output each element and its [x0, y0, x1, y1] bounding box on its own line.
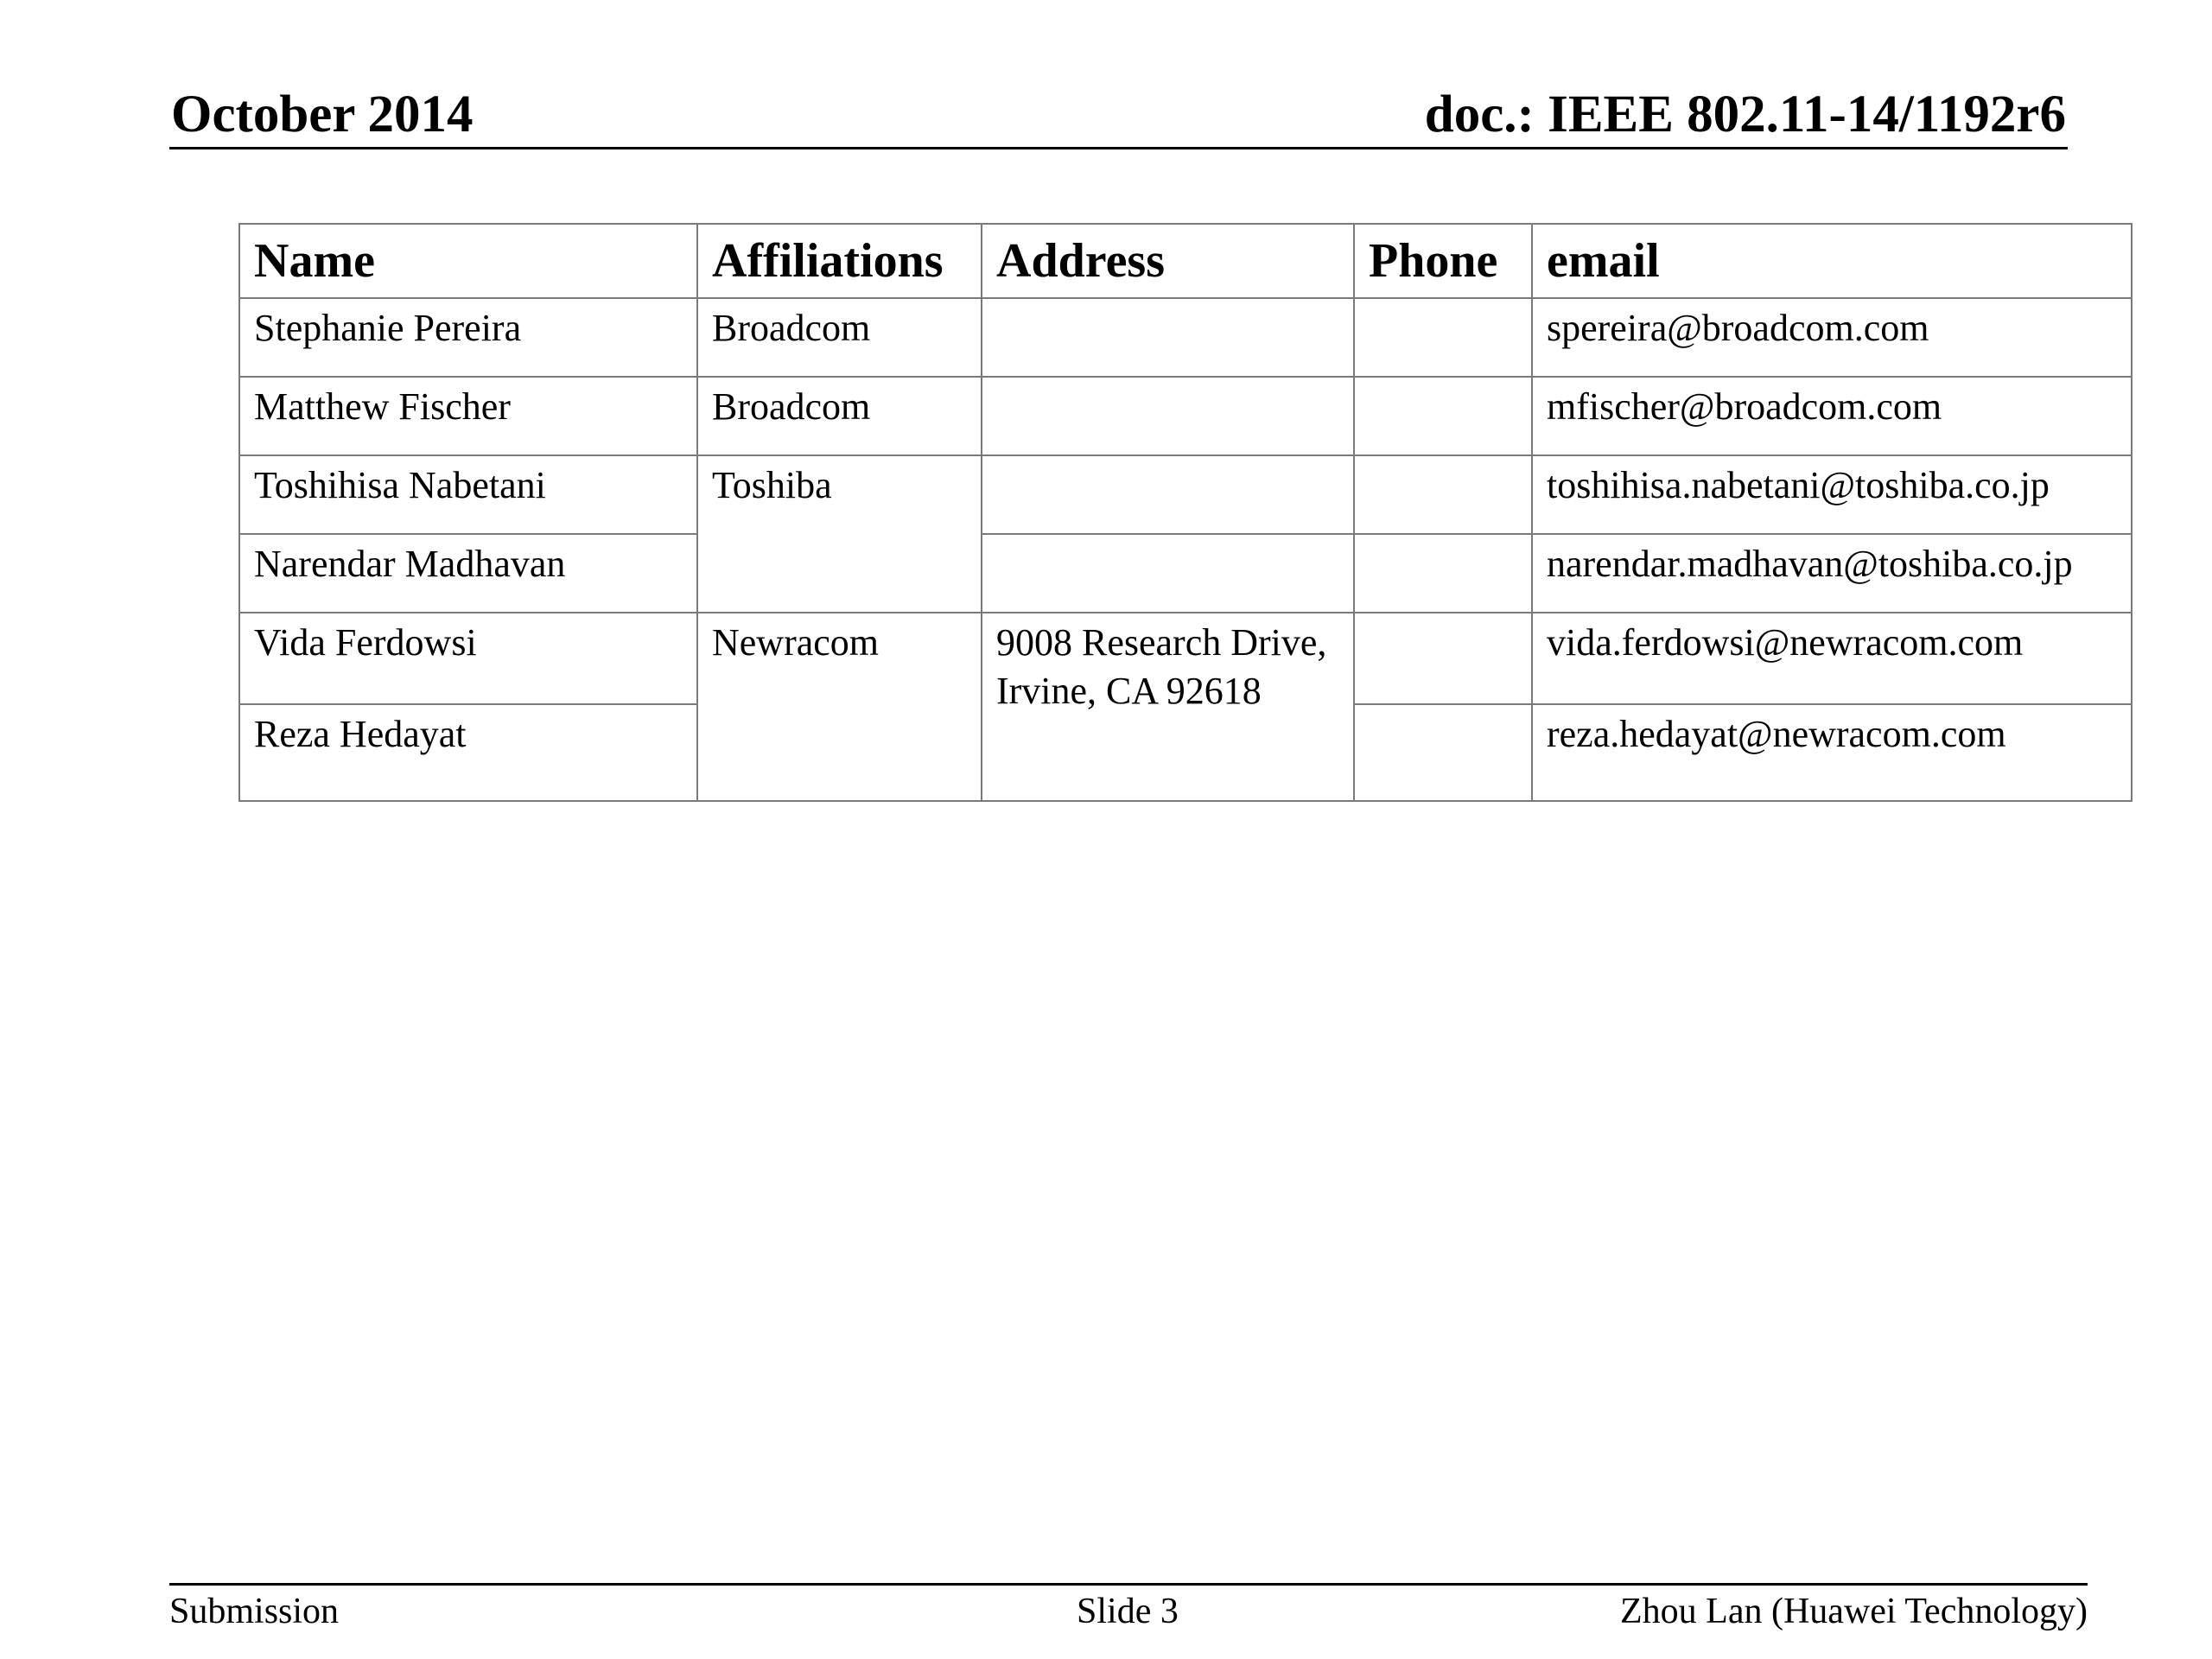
affiliation-cell: Broadcom	[697, 377, 982, 455]
author-table	[238, 223, 2133, 802]
column-header-phone: Phone	[1354, 224, 1532, 298]
column-header-name: Name	[239, 224, 697, 298]
affiliation-cell: Toshiba	[697, 455, 982, 613]
column-header-address: Address	[982, 224, 1354, 298]
footer-submission: Submission	[169, 1592, 340, 1631]
email-cell: vida.ferdowsi@newracom.com	[1532, 613, 2132, 704]
address-cell	[982, 377, 1354, 455]
header-doc-id: doc.: IEEE 802.11-14/1192r6	[1424, 86, 2066, 143]
table-row	[239, 298, 2132, 377]
address-cell	[982, 455, 1354, 534]
email-cell: spereira@broadcom.com	[1532, 298, 2132, 377]
header-date: October 2014	[171, 86, 474, 143]
table-row	[239, 377, 2132, 455]
phone-cell	[1354, 613, 1532, 704]
address-cell	[982, 298, 1354, 377]
email-cell: mfischer@broadcom.com	[1532, 377, 2132, 455]
name-cell: Reza Hedayat	[239, 704, 697, 801]
slide-footer	[169, 1583, 2088, 1637]
slide-header	[169, 82, 2068, 149]
email-cell: toshihisa.nabetani@toshiba.co.jp	[1532, 455, 2132, 534]
column-header-affiliations: Affiliations	[697, 224, 982, 298]
name-cell: Narendar Madhavan	[239, 534, 697, 613]
table-row	[239, 455, 2132, 534]
footer-author: Zhou Lan (Huawei Technology)	[1620, 1592, 2088, 1631]
table-row	[239, 613, 2132, 704]
footer-slide-number: Slide 3	[1077, 1592, 1179, 1631]
email-cell: reza.hedayat@newracom.com	[1532, 704, 2132, 801]
table-header-row	[239, 224, 2132, 298]
phone-cell	[1354, 704, 1532, 801]
phone-cell	[1354, 298, 1532, 377]
address-cell: 9008 Research Drive, Irvine, CA 92618	[982, 613, 1354, 801]
affiliation-cell: Newracom	[697, 613, 982, 801]
name-cell: Stephanie Pereira	[239, 298, 697, 377]
phone-cell	[1354, 455, 1532, 534]
phone-cell	[1354, 534, 1532, 613]
email-cell: narendar.madhavan@toshiba.co.jp	[1532, 534, 2132, 613]
name-cell: Vida Ferdowsi	[239, 613, 697, 704]
phone-cell	[1354, 377, 1532, 455]
name-cell: Matthew Fischer	[239, 377, 697, 455]
address-cell	[982, 534, 1354, 613]
affiliation-cell: Broadcom	[697, 298, 982, 377]
table-row	[239, 534, 2132, 613]
name-cell: Toshihisa Nabetani	[239, 455, 697, 534]
column-header-email: email	[1532, 224, 2132, 298]
